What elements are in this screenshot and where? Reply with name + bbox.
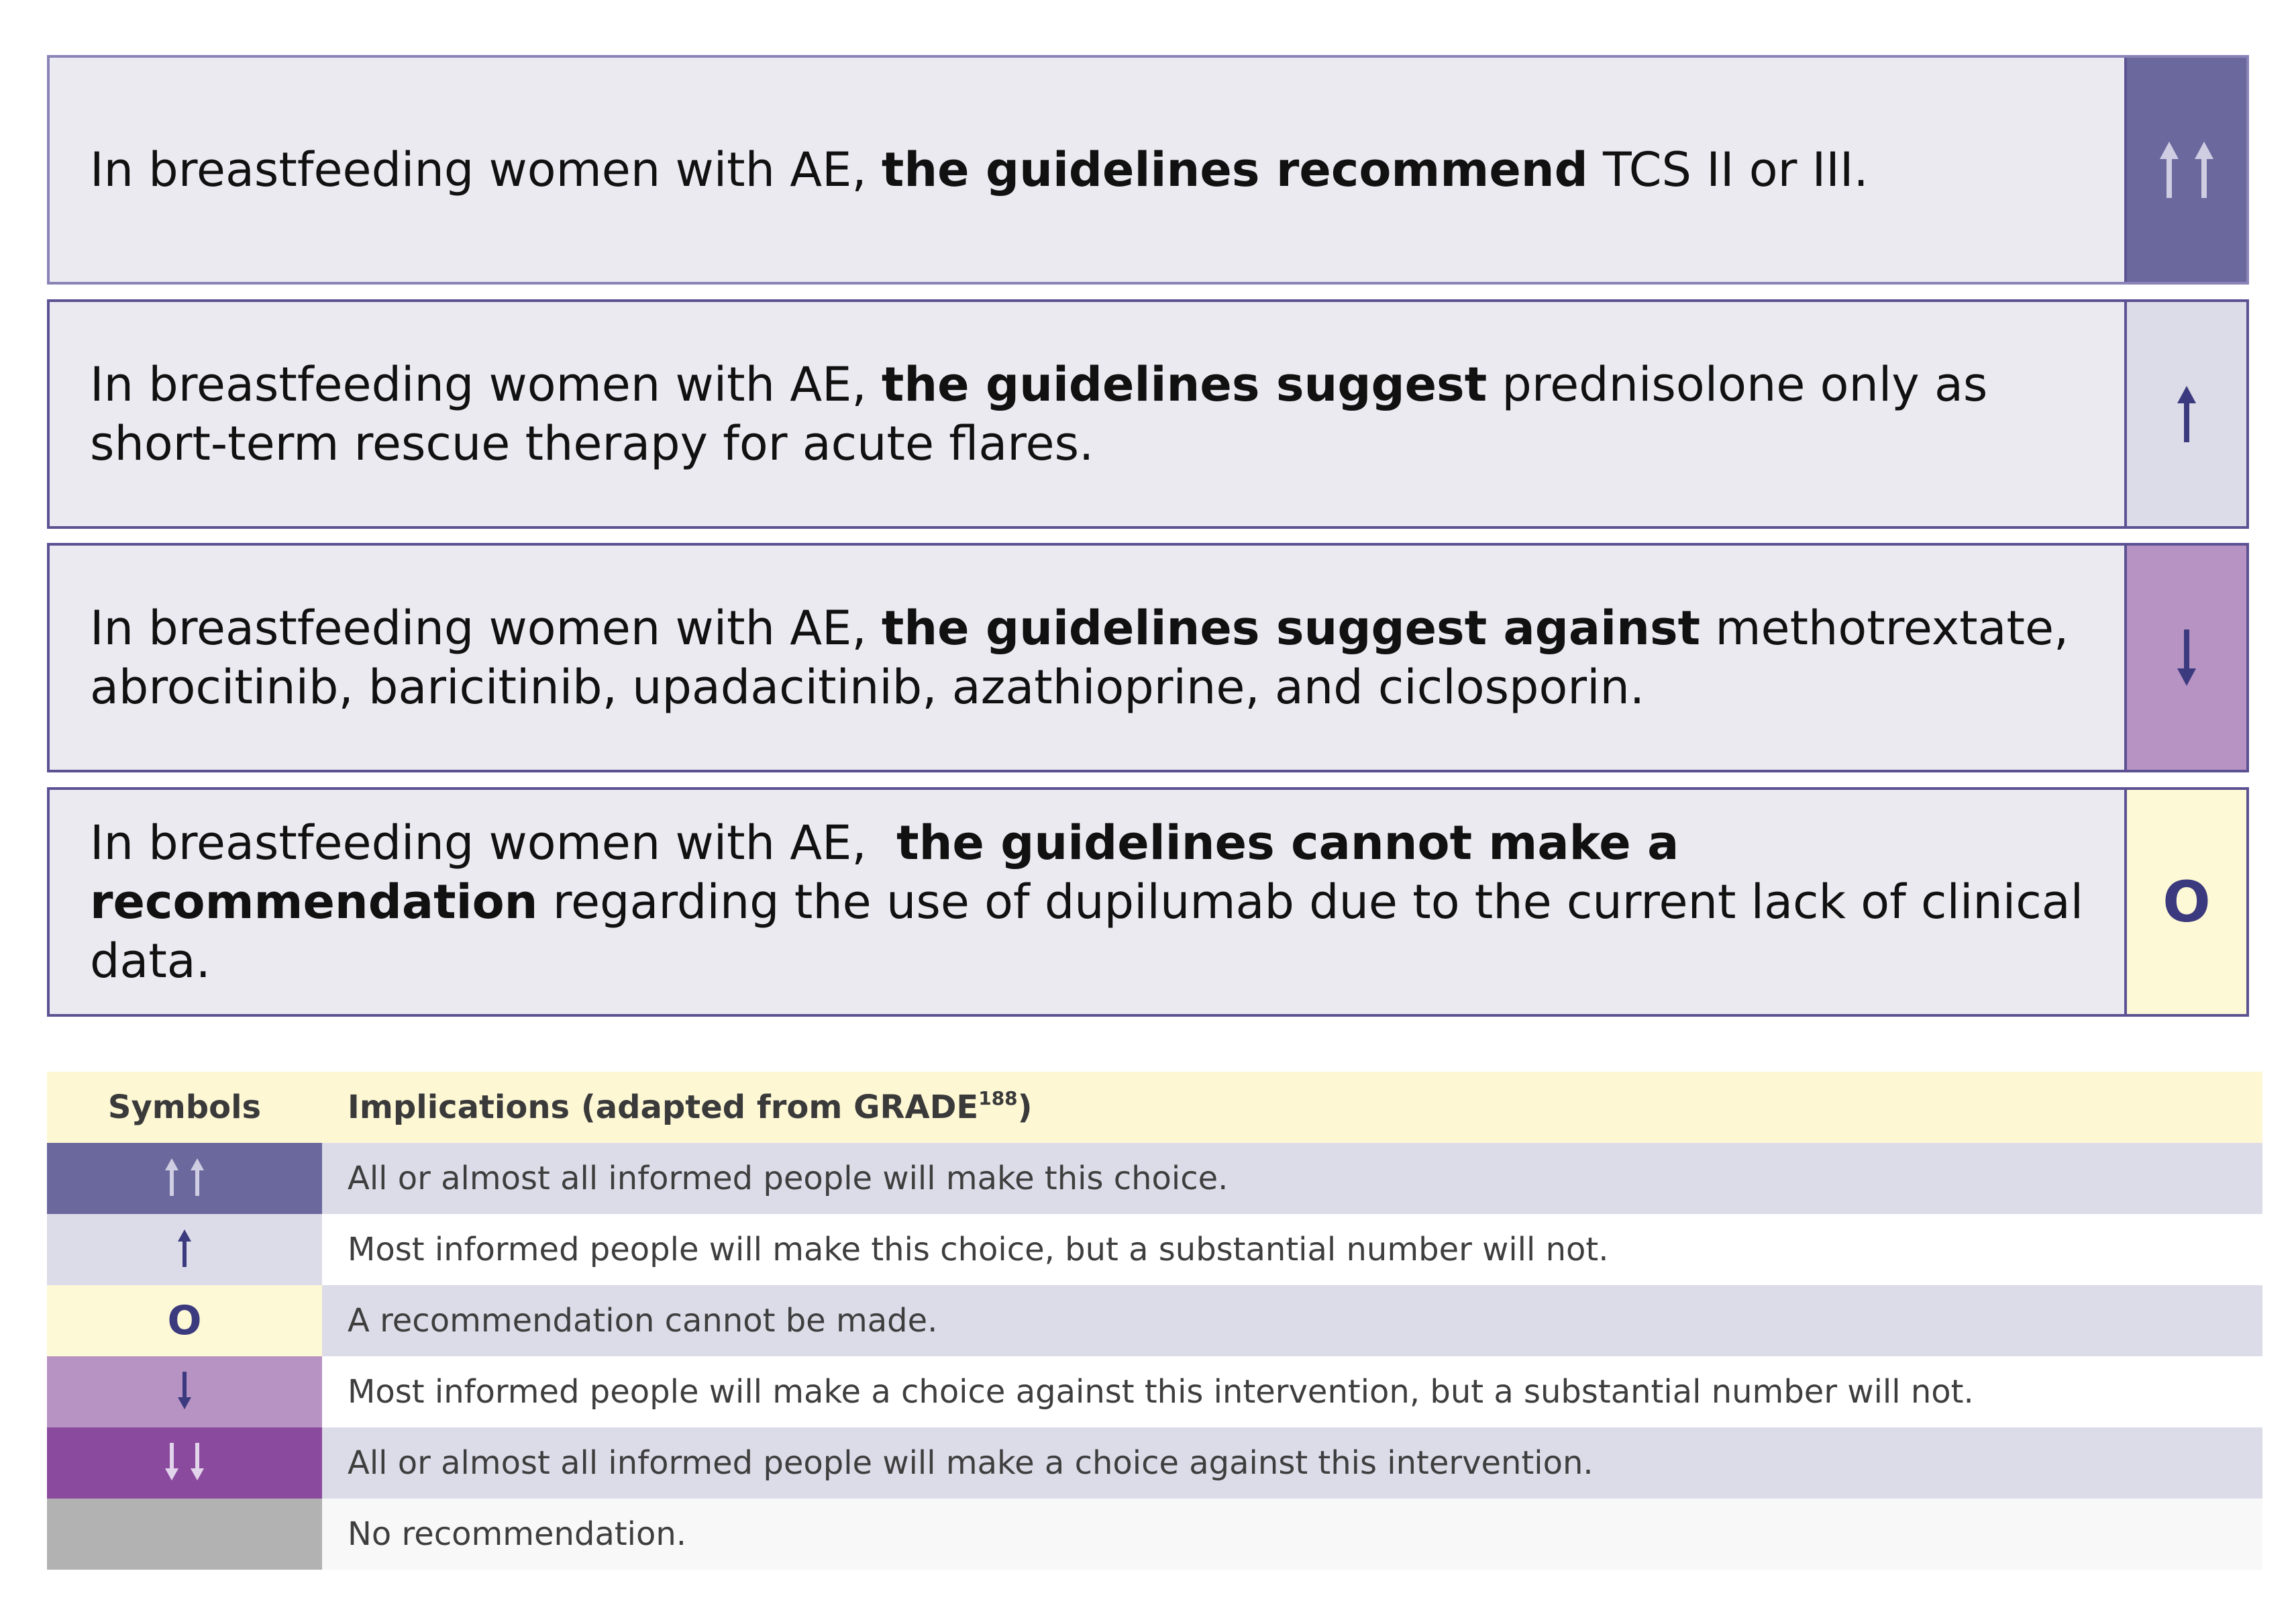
- reference-superscript: 188: [978, 1087, 1018, 1109]
- legend-implication-text: Most informed people will make this choice, but a substantial number will not.: [348, 1231, 1609, 1268]
- strength-symbol-double-up: [2124, 58, 2246, 282]
- legend-symbol-cell: [47, 1427, 322, 1499]
- recommendation-text: In breastfeeding women with AE, the guidelines cannot make a recommendation regarding the use of dupilumab due to the current lack of clinical data.: [90, 815, 2099, 989]
- legend-header-symbols-label: Symbols: [107, 1089, 262, 1126]
- legend-header-symbols: [47, 1072, 322, 1143]
- double-up-arrow-icon: [165, 1158, 204, 1199]
- recommendation-text: In breastfeeding women with AE, the guidelines recommend TCS II or III.: [90, 142, 1869, 197]
- double-up-arrow-icon: [2160, 142, 2213, 198]
- legend-implication-text: A recommendation cannot be made.: [348, 1302, 938, 1340]
- recommendation-text: In breastfeeding women with AE, the guidelines suggest prednisolone only as short-term rescue therapy for acute flares.: [90, 357, 2003, 471]
- double-down-arrow-icon: [165, 1443, 204, 1483]
- legend-header-implications: [322, 1072, 2262, 1143]
- legend-header-implications-label: Implications (adapted from GRADE$^{188}$): [348, 1087, 1033, 1126]
- circle-o-icon: O: [2162, 869, 2211, 935]
- down-arrow-icon: [2177, 629, 2196, 686]
- legend-row: [47, 1143, 2262, 1214]
- legend-symbol-cell: [47, 1499, 322, 1570]
- strength-symbol-up: [2124, 302, 2246, 526]
- legend-implication-text: All or almost all informed people will make this choice.: [348, 1160, 1229, 1197]
- legend-symbol-cell: [47, 1143, 322, 1214]
- legend-symbol-cell: [47, 1214, 322, 1285]
- legend-table: [47, 1072, 2262, 1570]
- up-arrow-icon: [178, 1229, 191, 1270]
- circle-o-icon: O: [167, 1297, 202, 1344]
- recommendation-box-4: [47, 787, 2249, 1017]
- legend-row: [47, 1214, 2262, 1285]
- legend-implication-text: All or almost all informed people will make a choice against this intervention.: [348, 1444, 1594, 1482]
- recommendation-box-3: [47, 543, 2249, 772]
- legend-implication-text: No recommendation.: [348, 1515, 687, 1553]
- recommendation-box-2: [47, 299, 2249, 529]
- strength-symbol-down: [2124, 546, 2246, 770]
- strength-symbol-none: [2124, 790, 2246, 1014]
- legend-row: [47, 1499, 2262, 1570]
- legend-row: [47, 1427, 2262, 1499]
- legend-symbol-cell: [47, 1285, 322, 1356]
- recommendation-text: In breastfeeding women with AE, the guidelines suggest against methotrextate, abrocitinib, baricitinib, upadacitinib, azathioprine, and ciclosporin.: [90, 601, 2084, 715]
- legend-symbol-cell: [47, 1356, 322, 1427]
- down-arrow-icon: [178, 1372, 191, 1412]
- legend-row: [47, 1356, 2262, 1427]
- legend-header-row: [47, 1072, 2262, 1143]
- recommendation-box-1: [47, 55, 2249, 285]
- up-arrow-icon: [2177, 386, 2196, 442]
- legend-row: [47, 1285, 2262, 1356]
- legend-implication-text: Most informed people will make a choice against this intervention, but a substantial number will not.: [348, 1373, 1974, 1411]
